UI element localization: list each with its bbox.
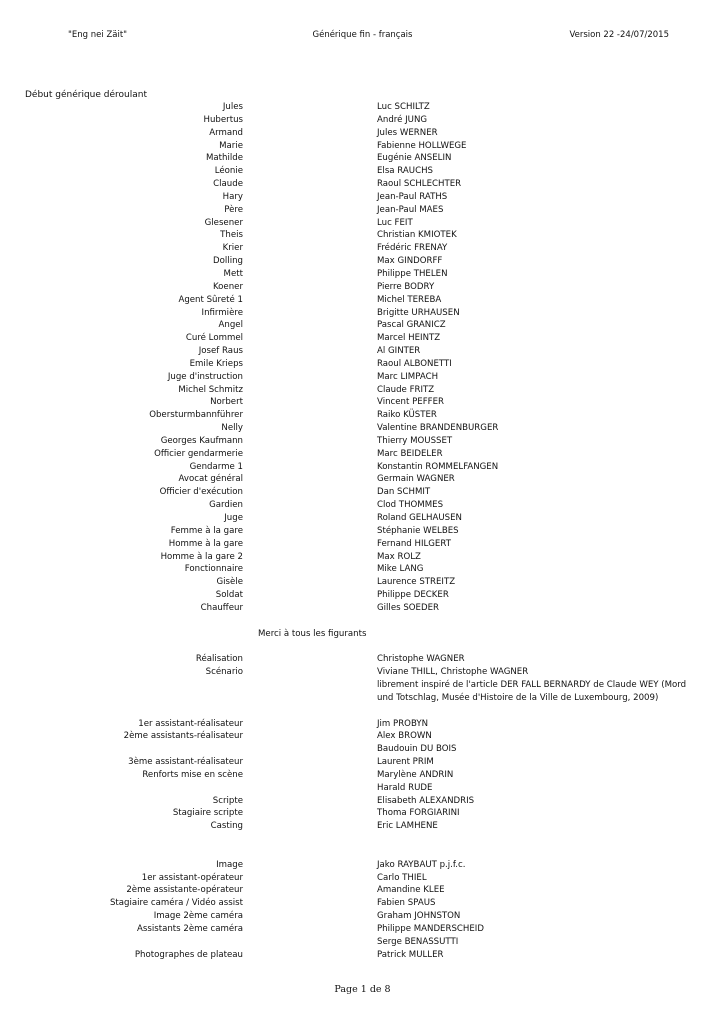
credit-name: Thoma FORGIARINI <box>377 808 460 819</box>
credit-row <box>0 229 725 242</box>
credit-role: Assistants 2ème caméra <box>137 924 243 934</box>
credit-name: Jean-Paul RATHS <box>377 191 448 202</box>
credit-role: Officier gendarmerie <box>154 448 243 459</box>
credit-row <box>0 743 725 756</box>
credit-role: Nelly <box>221 423 243 434</box>
credit-name: Fabien SPAUS <box>377 898 436 909</box>
credit-name: André JUNG <box>377 114 428 125</box>
credit-role: Angel <box>218 320 243 331</box>
credit-name: Elisabeth ALEXANDRIS <box>377 795 475 806</box>
spacer-row <box>0 846 725 859</box>
credit-row <box>0 217 725 230</box>
credit-row <box>0 242 725 255</box>
credit-row <box>0 409 725 422</box>
credit-name: Raoul ALBONETTI <box>377 358 452 369</box>
credit-name: Michel TEREBA <box>377 294 442 305</box>
section-title: Début générique déroulant <box>25 90 147 100</box>
credit-role: Emile Krieps <box>189 358 243 369</box>
credit-name: Philippe THELEN <box>377 268 448 279</box>
credit-name: Roland GELHAUSEN <box>377 513 462 523</box>
credit-name: Laurent PRIM <box>377 757 434 768</box>
credit-name: Alex BROWN <box>377 731 432 742</box>
credit-row <box>0 718 725 731</box>
credit-row <box>0 756 725 769</box>
credit-name: Jean-Paul MAES <box>377 204 444 215</box>
credit-row <box>0 345 725 358</box>
credit-role: Hary <box>222 191 243 202</box>
credit-role: Norbert <box>210 397 243 408</box>
credit-role: Marie <box>219 140 243 151</box>
credit-row <box>0 949 725 962</box>
credit-name: Clod THOMMES <box>377 500 444 511</box>
credit-row <box>0 384 725 397</box>
credit-role: Scripte <box>212 795 243 806</box>
credit-row <box>0 602 725 615</box>
credit-role: Stagiaire scripte <box>172 808 243 819</box>
credit-name: Carlo THIEL <box>377 872 427 883</box>
credit-role: 1er assistant-réalisateur <box>138 718 243 729</box>
credit-name: Luc SCHILTZ <box>377 102 430 112</box>
note-row <box>0 628 725 641</box>
credit-row <box>0 332 725 345</box>
credit-row <box>0 923 725 936</box>
credit-name: Laurence STREITZ <box>377 577 456 588</box>
credit-role: Juge <box>224 513 243 523</box>
credit-name: Vincent PEFFER <box>377 397 444 408</box>
credit-row <box>0 165 725 178</box>
credit-name: Dan SCHMIT <box>377 487 431 498</box>
credit-role: Réalisation <box>195 654 243 665</box>
credit-name: Christophe WAGNER <box>377 654 465 665</box>
credit-name: Elsa RAUCHS <box>377 166 434 177</box>
credit-row <box>0 782 725 795</box>
credit-role: Theis <box>220 230 243 241</box>
credit-role: Josef Raus <box>198 346 243 357</box>
credit-row <box>0 486 725 499</box>
credit-row <box>0 872 725 885</box>
credit-name: Philippe MANDERSCHEID <box>377 924 484 934</box>
credit-role: Fonctionnaire <box>184 564 243 575</box>
credit-row <box>0 435 725 448</box>
credit-row <box>0 294 725 307</box>
credit-role: Gendarme 1 <box>189 461 243 472</box>
credit-role: Mathilde <box>205 153 243 164</box>
credit-name: Eric LAMHENE <box>377 821 438 832</box>
credit-name: Frédéric FRENAY <box>377 243 448 254</box>
spacer-row <box>0 833 725 846</box>
credit-row <box>0 499 725 512</box>
credit-role: Homme à la gare <box>168 538 243 549</box>
credit-row <box>0 114 725 127</box>
credit-name: Viviane THILL, Christophe WAGNER <box>377 667 529 678</box>
credit-name: Patrick MULLER <box>377 949 444 960</box>
credit-name: Jim PROBYN <box>377 718 429 729</box>
credit-row <box>0 807 725 820</box>
page-number: Page 1 de 8 <box>334 984 391 995</box>
credit-role: Krier <box>222 243 243 254</box>
credit-name: Marc LIMPACH <box>377 371 439 382</box>
credit-row <box>0 319 725 332</box>
credit-name: Fernand HILGERT <box>377 538 451 549</box>
credit-role: Homme à la gare 2 <box>160 551 243 562</box>
credit-name: Max GINDORFF <box>377 256 443 267</box>
credit-note: Merci à tous les figurants <box>258 628 367 639</box>
credit-role: Image <box>216 859 243 870</box>
credit-name: Konstantin ROMMELFANGEN <box>377 461 499 472</box>
credit-role: Mett <box>223 268 243 279</box>
credit-row <box>0 307 725 320</box>
credit-name: Philippe DECKER <box>377 590 449 601</box>
credit-row <box>0 204 725 217</box>
credit-role: Claude <box>213 179 243 190</box>
credit-name: Christian KMIOTEK <box>377 230 457 241</box>
credit-row <box>0 101 725 114</box>
credit-role: Dolling <box>213 256 243 267</box>
credit-role: 2ème assistante-opérateur <box>126 885 243 896</box>
credit-name: Al GINTER <box>377 346 421 357</box>
credit-name: Raiko KÜSTER <box>377 410 437 421</box>
credit-row <box>0 884 725 897</box>
credit-row <box>0 281 725 294</box>
credit-row <box>0 127 725 140</box>
credit-role: Soldat <box>215 590 243 601</box>
credit-name: Valentine BRANDENBURGER <box>377 423 499 434</box>
credit-role: Obersturmbannführer <box>149 410 243 421</box>
credit-name: Pierre BODRY <box>377 281 435 292</box>
credit-name: Marc BEIDELER <box>377 448 443 459</box>
credit-name: Claude FRITZ <box>377 384 435 395</box>
credit-role: Koener <box>212 281 243 292</box>
credit-role: Casting <box>210 821 243 832</box>
credit-row <box>0 473 725 486</box>
credit-row <box>0 563 725 576</box>
credit-role: 1er assistant-opérateur <box>141 872 243 883</box>
credit-row <box>0 422 725 435</box>
credit-row <box>0 396 725 409</box>
credit-row <box>0 512 725 525</box>
credit-row <box>0 666 725 679</box>
credit-name: Luc FEIT <box>377 217 413 228</box>
credit-role: 2ème assistants-réalisateur <box>123 731 243 742</box>
credit-row <box>0 255 725 268</box>
credit-role: Chauffeur <box>200 602 243 613</box>
header-version: Version 22 -24/07/2015 <box>569 30 669 40</box>
credit-row <box>0 371 725 384</box>
credit-name: Jako RAYBAUT p.j.f.c. <box>377 859 466 870</box>
credit-role: Officier d'exécution <box>159 487 243 498</box>
credit-name: Gilles SOEDER <box>377 602 439 613</box>
credit-row <box>0 538 725 551</box>
credit-role: Photographes de plateau <box>134 949 243 960</box>
credit-row <box>0 358 725 371</box>
credit-role: Hubertus <box>203 114 243 125</box>
credit-role: Georges Kaufmann <box>160 435 243 446</box>
spacer-row <box>0 615 725 628</box>
credit-row <box>0 795 725 808</box>
credit-role: Gardien <box>209 500 243 511</box>
credit-name: Fabienne HOLLWEGE <box>377 140 467 151</box>
header-film-title: "Eng nei Zäit" <box>68 30 128 40</box>
credit-role: 3ème assistant-réalisateur <box>128 757 243 768</box>
credit-row <box>0 461 725 474</box>
credit-row <box>0 820 725 833</box>
credit-name: Thierry MOUSSET <box>377 435 453 446</box>
credit-row <box>0 897 725 910</box>
credit-row <box>0 152 725 165</box>
credit-name: Mike LANG <box>377 564 424 575</box>
credit-row <box>0 692 725 705</box>
credit-row <box>0 178 725 191</box>
credit-role: Père <box>224 204 243 215</box>
credit-row <box>0 910 725 923</box>
credit-name: Marylène ANDRIN <box>377 769 454 780</box>
credit-name: Harald RUDE <box>377 782 433 793</box>
credit-name: Jules WERNER <box>377 127 438 138</box>
credit-role: Curé Lommel <box>185 333 243 344</box>
credit-row <box>0 936 725 949</box>
credit-role: Jules <box>222 102 243 112</box>
credit-row <box>0 268 725 281</box>
credit-row <box>0 589 725 602</box>
credit-name: und Totschlag, Musée d'Histoire de la Ville de Luxembourg, 2009) <box>377 692 659 703</box>
credit-role: Juge d'instruction <box>167 371 243 382</box>
credit-name: Amandine KLEE <box>377 885 445 896</box>
credit-row <box>0 730 725 743</box>
credit-name: Raoul SCHLECHTER <box>377 179 462 190</box>
credit-role: Agent Sûreté 1 <box>178 294 243 305</box>
credit-role: Stagiaire caméra / Vidéo assist <box>109 898 243 909</box>
spacer-row <box>0 705 725 718</box>
credit-name: Baudouin DU BOIS <box>377 744 457 755</box>
credit-name: Eugénie ANSELIN <box>377 153 452 164</box>
credits-list <box>0 101 725 962</box>
credit-name: librement inspiré de l'article DER FALL BERNARDY de Claude WEY (Mord <box>377 679 687 690</box>
credit-role: Michel Schmitz <box>178 384 243 395</box>
credit-name: Brigitte URHAUSEN <box>377 307 460 318</box>
credit-row <box>0 769 725 782</box>
credit-role: Femme à la gare <box>170 525 243 536</box>
credit-row <box>0 525 725 538</box>
credit-name: Max ROLZ <box>377 551 421 562</box>
credit-row <box>0 576 725 589</box>
credit-role: Armand <box>209 127 243 138</box>
credit-row <box>0 679 725 692</box>
credit-row <box>0 551 725 564</box>
credit-role: Léonie <box>214 166 243 177</box>
credit-role: Glesener <box>204 217 243 228</box>
spacer-row <box>0 640 725 653</box>
credit-name: Germain WAGNER <box>377 474 455 485</box>
credit-name: Pascal GRANICZ <box>377 320 446 331</box>
header-document-title: Générique fin - français <box>312 30 413 40</box>
credit-row <box>0 191 725 204</box>
credit-role: Renforts mise en scène <box>142 769 243 780</box>
credit-name: Marcel HEINTZ <box>377 333 441 344</box>
credit-role: Avocat général <box>178 474 243 485</box>
credit-row <box>0 653 725 666</box>
credit-role: Gisèle <box>216 577 243 588</box>
credit-role: Image 2ème caméra <box>153 911 243 922</box>
credit-name: Serge BENASSUTTI <box>377 936 459 947</box>
credit-role: Scénario <box>205 667 243 678</box>
credit-row <box>0 859 725 872</box>
credit-row <box>0 140 725 153</box>
credit-role: Infirmière <box>201 307 243 318</box>
credit-name: Graham JOHNSTON <box>377 911 461 922</box>
credit-row <box>0 448 725 461</box>
credit-name: Stéphanie WELBES <box>377 525 459 536</box>
